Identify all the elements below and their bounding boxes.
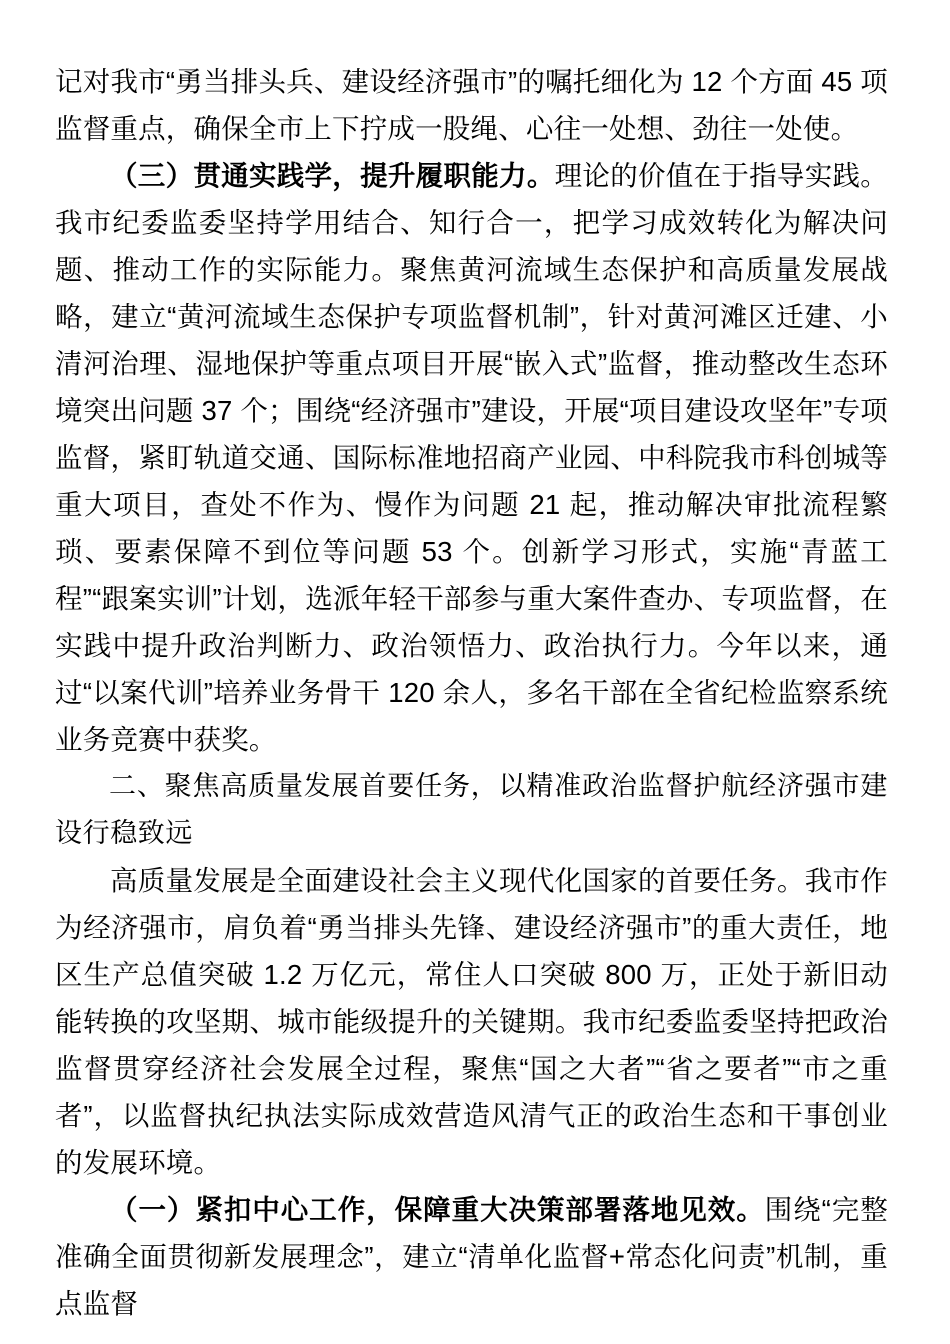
paragraph-section-two-intro: 高质量发展是全面建设社会主义现代化国家的首要任务。我市作为经济强市，肩负着“勇当排头先锋、建设经济强市”的重大责任，地区生产总值突破 1.2 万亿元，常住人口突破 800 万，正处于新旧动能转换的攻坚期、城市能级提升的关键期。我市纪委监委坚持把政治监督贯穿经济社会发展全过程，聚焦“国之大者”“省之要者”“市之重者”，以监督执纪执法实际成效营造风清气正的政治生态和干事创业的发展环境。 [55,865,888,1178]
paragraph-continuation-top: 记对我市“勇当排头兵、建设经济强市”的嘱托细化为 12 个方面 45 项监督重点，确保全市上下拧成一股绳、心往一处想、劲往一处使。 [55,66,888,144]
document-body [55,58,888,1327]
paragraph-section-three-text: 理论的价值在于指导实践。我市纪委监委坚持学用结合、知行合一，把学习成效转化为解决问题、推动工作的实际能力。聚焦黄河流域生态保护和高质量发展战略，建立“黄河流域生态保护专项监督机制”，针对黄河滩区迁建、小清河治理、湿地保护等重点项目开展“嵌入式”监督，推动整改生态环境突出问题 37 个；围绕“经济强市”建设，开展“项目建设攻坚年”专项监督，紧盯轨道交通、国际标准地招商产业园、中科院我市科创城等重大项目，查处不作为、慢作为问题 21 起，推动解决审批流程繁琐、要素保障不到位等问题 53 个。创新学习形式，实施“青蓝工程”“跟案实训”计划，选派年轻干部参与重大案件查办、专项监督，在实践中提升政治判断力、政治领悟力、政治执行力。今年以来，通过“以案代训”培养业务骨干 120 余人，多名干部在全省纪检监察系统业务竞赛中获奖。 [55,160,888,755]
heading-section-two: 二、聚焦高质量发展首要任务，以精准政治监督护航经济强市建设行稳致远 [55,771,888,849]
subheading-one-label: （一）紧扣中心工作，保障重大决策部署落地见效。 [110,1194,765,1225]
paragraph-section-two-item-one [55,1186,888,1327]
paragraph-section-two-item-one-text: 围绕“完整准确全面贯彻新发展理念”，建立“清单化监督+常态化问责”机制，重点监督 [55,1194,888,1319]
paragraph-section-three [55,152,888,763]
subheading-three-label: （三）贯通实践学，提升履职能力。 [110,160,555,191]
